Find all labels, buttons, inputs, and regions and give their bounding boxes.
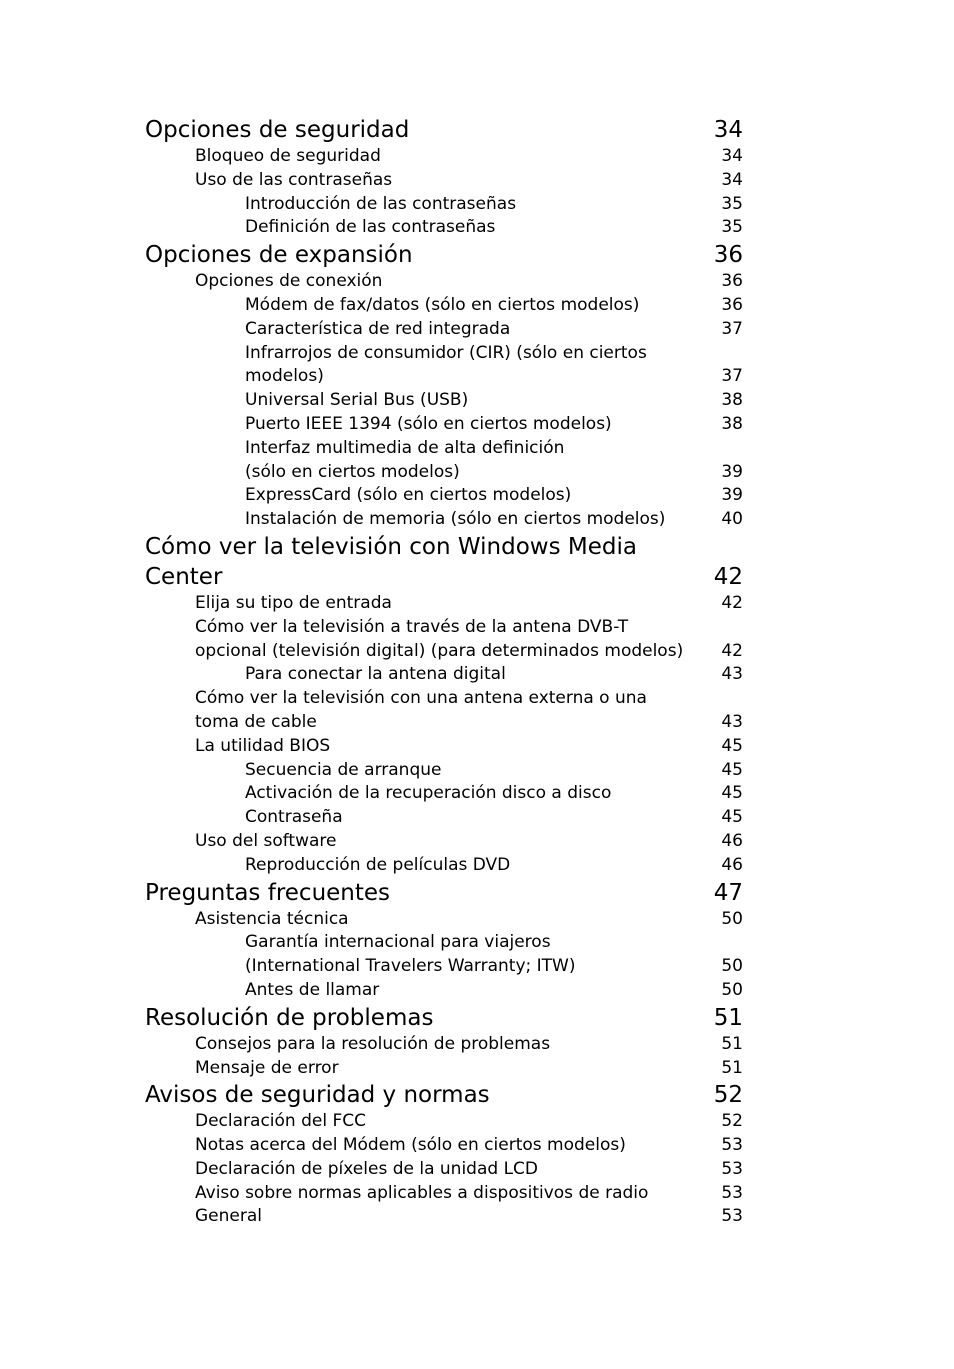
toc-entry-page: 53 bbox=[721, 1182, 743, 1203]
toc-entry-page: 34 bbox=[721, 146, 743, 166]
toc-entry-title: Introducción de las contraseñas bbox=[245, 193, 517, 214]
toc-section[interactable] bbox=[145, 616, 743, 664]
toc-entry-page: 35 bbox=[721, 217, 743, 238]
toc-entry-page: 52 bbox=[713, 1082, 743, 1109]
toc-entry-page: 53 bbox=[721, 1158, 743, 1179]
toc-chapter[interactable] bbox=[145, 115, 743, 145]
toc-entry-title: Consejos para la resolución de problemas bbox=[195, 1033, 551, 1054]
toc-subsection[interactable] bbox=[145, 437, 743, 485]
toc-section[interactable] bbox=[145, 1158, 743, 1182]
toc-entry-title: Universal Serial Bus (USB) bbox=[245, 390, 469, 411]
toc-section[interactable] bbox=[145, 1134, 743, 1158]
toc-subsection[interactable] bbox=[145, 484, 743, 508]
toc-entry-page: 42 bbox=[713, 563, 743, 590]
toc-entry-title: Avisos de seguridad y normas bbox=[145, 1082, 490, 1109]
toc-entry-page: 34 bbox=[721, 169, 743, 190]
toc-entry-page: 51 bbox=[713, 1004, 743, 1031]
toc-entry-page: 36 bbox=[721, 271, 743, 292]
toc-subsection[interactable] bbox=[145, 979, 743, 1003]
toc-section[interactable] bbox=[145, 169, 743, 193]
toc-entry-page: 37 bbox=[721, 366, 743, 387]
toc-subsection[interactable] bbox=[145, 931, 743, 979]
toc-entry-title: Instalación de memoria (sólo en ciertos modelos) bbox=[245, 509, 666, 530]
toc-entry-page: 45 bbox=[721, 807, 743, 828]
toc-entry-page: 52 bbox=[721, 1111, 743, 1132]
toc-subsection[interactable] bbox=[145, 806, 743, 830]
toc-entry-title: Módem de fax/datos (sólo en ciertos modelos) bbox=[245, 294, 640, 315]
toc-section[interactable] bbox=[145, 1205, 743, 1229]
toc-subsection[interactable] bbox=[145, 663, 743, 687]
toc-section[interactable] bbox=[145, 1033, 743, 1057]
toc-entry-page: 39 bbox=[721, 485, 743, 506]
toc-entry-page: 42 bbox=[721, 640, 743, 661]
toc-subsection[interactable] bbox=[145, 294, 743, 318]
toc-entry-title: Uso del software bbox=[195, 830, 337, 851]
toc-entry-title: Activación de la recuperación disco a disco bbox=[245, 783, 612, 804]
toc-entry-title: Opciones de seguridad bbox=[145, 117, 410, 143]
toc-entry-title: Reproducción de películas DVD bbox=[245, 854, 511, 875]
toc-section[interactable] bbox=[145, 1057, 743, 1081]
toc-entry-page: 42 bbox=[721, 592, 743, 613]
toc-chapter[interactable] bbox=[145, 1080, 743, 1110]
toc-entry-title: Antes de llamar bbox=[245, 979, 380, 1000]
toc-entry-title: Preguntas frecuentes bbox=[145, 879, 391, 906]
toc-entry-page: 36 bbox=[721, 294, 743, 315]
toc-section[interactable] bbox=[145, 592, 743, 616]
toc-entry-title: Secuencia de arranque bbox=[245, 759, 442, 780]
toc-chapter[interactable] bbox=[145, 240, 743, 270]
toc-subsection[interactable] bbox=[145, 782, 743, 806]
toc-entry-page: 40 bbox=[721, 509, 743, 530]
toc-entry-page: 37 bbox=[721, 318, 743, 339]
toc-entry-page: 45 bbox=[721, 735, 743, 756]
toc-subsection[interactable] bbox=[145, 216, 743, 240]
toc-entry-page: 38 bbox=[721, 390, 743, 411]
toc-entry-title: Cómo ver la televisión con una antena externa o una toma de cable bbox=[195, 688, 647, 732]
toc-entry-title: Opciones de expansión bbox=[145, 242, 413, 269]
toc-entry-page: 45 bbox=[721, 759, 743, 780]
toc-entry-title: Bloqueo de seguridad bbox=[195, 146, 381, 166]
toc-subsection[interactable] bbox=[145, 389, 743, 413]
toc-entry-title: Uso de las contraseñas bbox=[195, 169, 393, 190]
toc-entry-page: 38 bbox=[721, 413, 743, 434]
toc-entry-title: Infrarrojos de consumidor (CIR) (sólo en ciertos modelos) bbox=[245, 342, 647, 387]
toc-entry-title: Puerto IEEE 1394 (sólo en ciertos modelos) bbox=[245, 413, 612, 434]
toc-entry-page: 36 bbox=[713, 242, 743, 269]
toc-entry-page: 35 bbox=[721, 193, 743, 214]
toc-entry-title: General bbox=[195, 1206, 262, 1227]
toc-subsection[interactable] bbox=[145, 759, 743, 783]
toc-chapter[interactable] bbox=[145, 1003, 743, 1033]
toc-chapter[interactable] bbox=[145, 532, 743, 592]
toc-section[interactable] bbox=[145, 830, 743, 854]
toc-entry-page: 46 bbox=[721, 830, 743, 851]
toc-subsection[interactable] bbox=[145, 854, 743, 878]
toc-entry-title: Cómo ver la televisión con Windows Media Center bbox=[145, 533, 637, 590]
toc-subsection[interactable] bbox=[145, 413, 743, 437]
toc-entry-title: Característica de red integrada bbox=[245, 318, 511, 339]
toc-entry-page: 46 bbox=[721, 854, 743, 875]
toc-entry-title: Interfaz multimedia de alta definición (sólo en ciertos modelos) bbox=[245, 437, 565, 482]
toc-entry-title: Garantía internacional para viajeros (International Travelers Warranty; ITW) bbox=[245, 932, 576, 977]
toc-entry-page: 43 bbox=[721, 664, 743, 685]
toc-section[interactable] bbox=[145, 270, 743, 294]
toc-subsection[interactable] bbox=[145, 342, 743, 390]
toc-entry-title: Contraseña bbox=[245, 807, 343, 828]
toc-entry-title: Para conectar la antena digital bbox=[245, 664, 506, 685]
toc-section[interactable] bbox=[145, 1182, 743, 1206]
toc-entry-page: 50 bbox=[721, 979, 743, 1000]
toc-entry-page: 43 bbox=[721, 711, 743, 732]
toc-entry-title: Aviso sobre normas aplicables a dispositivos de radio bbox=[195, 1182, 649, 1203]
toc-entry-title: Resolución de problemas bbox=[145, 1004, 434, 1031]
toc-entry-title: Declaración de píxeles de la unidad LCD bbox=[195, 1158, 539, 1179]
toc-entry-title: Elija su tipo de entrada bbox=[195, 592, 392, 613]
toc-entry-title: Mensaje de error bbox=[195, 1057, 339, 1078]
toc-entry-title: La utilidad BIOS bbox=[195, 735, 331, 756]
toc-subsection[interactable] bbox=[145, 318, 743, 342]
toc-section[interactable] bbox=[145, 908, 743, 932]
toc-entry-title: Asistencia técnica bbox=[195, 908, 349, 929]
toc-entry-title: ExpressCard (sólo en ciertos modelos) bbox=[245, 485, 572, 506]
toc-chapter[interactable] bbox=[145, 878, 743, 908]
toc-entry-page: 47 bbox=[713, 879, 743, 906]
toc-entry-page: 53 bbox=[721, 1135, 743, 1156]
toc-entry-page: 51 bbox=[721, 1033, 743, 1054]
toc-entry-title: Declaración del FCC bbox=[195, 1111, 366, 1132]
toc-entry-page: 50 bbox=[721, 956, 743, 977]
toc-subsection[interactable] bbox=[145, 508, 743, 532]
toc-entry-title: Notas acerca del Módem (sólo en ciertos modelos) bbox=[195, 1135, 626, 1156]
table-of-contents bbox=[145, 115, 743, 1229]
toc-entry-page: 45 bbox=[721, 783, 743, 804]
toc-section[interactable] bbox=[145, 735, 743, 759]
toc-entry-title: Cómo ver la televisión a través de la antena DVB-T opcional (televisión digital) (para determinados modelos) bbox=[195, 616, 684, 661]
toc-entry-page: 51 bbox=[721, 1057, 743, 1078]
toc-section[interactable] bbox=[145, 145, 743, 169]
toc-entry-title: Definición de las contraseñas bbox=[245, 217, 496, 238]
toc-entry-title: Opciones de conexión bbox=[195, 271, 383, 292]
toc-section[interactable] bbox=[145, 687, 743, 735]
toc-section[interactable] bbox=[145, 1110, 743, 1134]
toc-entry-page: 53 bbox=[721, 1206, 743, 1227]
toc-subsection[interactable] bbox=[145, 193, 743, 217]
toc-entry-page: 34 bbox=[713, 117, 743, 143]
toc-entry-page: 39 bbox=[721, 461, 743, 482]
toc-entry-page: 50 bbox=[721, 908, 743, 929]
